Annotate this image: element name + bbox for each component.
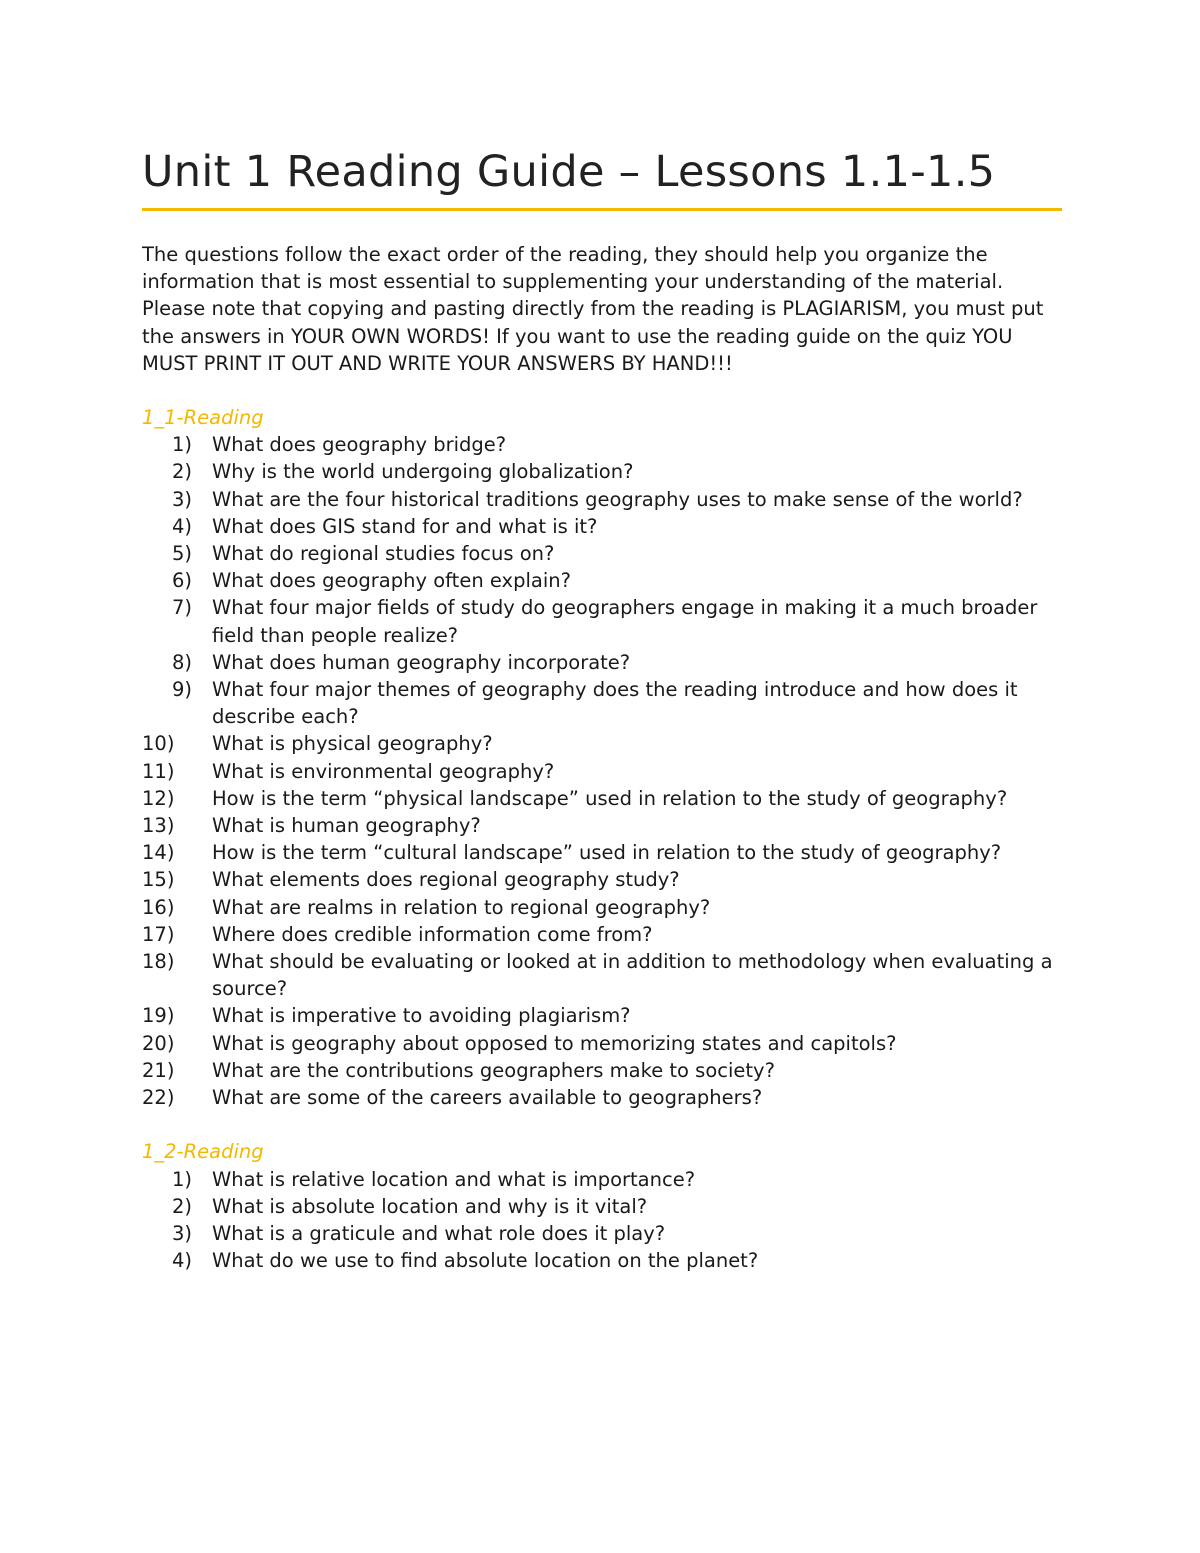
question-number: 10) [142, 732, 175, 756]
question-number: 11) [142, 759, 175, 783]
question-list [142, 1166, 1062, 1275]
question-number: 3) [172, 1221, 193, 1245]
section-heading: 1_2-Reading [142, 1140, 264, 1164]
question-number: 9) [172, 678, 193, 702]
question-number: 14) [142, 841, 175, 865]
document-page [142, 142, 1062, 1274]
question-text: What are the four historical traditions geography uses to make sense of the world? [212, 487, 1023, 511]
question-text: What is physical geography? [212, 732, 493, 756]
sections-container [142, 404, 1062, 1274]
question-text: What does human geography incorporate? [212, 650, 631, 674]
question-text: What does GIS stand for and what is it? [212, 514, 598, 538]
question-list [142, 431, 1062, 1111]
document-title: Unit 1 Reading Guide – Lessons 1.1-1.5 [142, 147, 996, 197]
question-item [142, 1193, 1062, 1220]
question-text: What do regional studies focus on? [212, 542, 555, 566]
question-text: How is the term “physical landscape” used in relation to the study of geography? [212, 786, 1008, 810]
question-item [142, 948, 1062, 1002]
question-number: 18) [142, 950, 175, 974]
question-item [142, 921, 1062, 948]
question-item [142, 594, 1062, 648]
question-number: 2) [172, 460, 193, 484]
question-text: What four major fields of study do geographers engage in making it a much broader field than people realize? [212, 596, 1038, 647]
question-item [142, 458, 1062, 485]
question-number: 19) [142, 1004, 175, 1028]
question-number: 3) [172, 487, 193, 511]
question-text: What should be evaluating or looked at in addition to methodology when evaluating a source? [212, 950, 1053, 1001]
question-number: 7) [172, 596, 193, 620]
question-number: 4) [172, 514, 193, 538]
question-number: 17) [142, 922, 175, 946]
question-item [142, 513, 1062, 540]
question-number: 8) [172, 650, 193, 674]
question-item [142, 649, 1062, 676]
question-text: What are some of the careers available to geographers? [212, 1086, 763, 1110]
question-text: What is relative location and what is importance? [212, 1167, 696, 1191]
intro-paragraph: The questions follow the exact order of the reading, they should help you organize the information that is most essential to supplementing your understanding of the material. Please note that copying and pasting directly from the reading is PLAGIARISM, you must put the answers in YOUR OWN WORDS! If you want to use the reading guide on the quiz YOU MUST PRINT IT OUT AND WRITE YOUR ANSWERS BY HAND!!! [142, 243, 1044, 375]
question-item [142, 486, 1062, 513]
question-number: 1) [172, 1167, 193, 1191]
question-text: What is a graticule and what role does it play? [212, 1221, 666, 1245]
question-text: What is human geography? [212, 814, 481, 838]
question-number: 13) [142, 814, 175, 838]
question-text: What four major themes of geography does the reading introduce and how does it describe each? [212, 678, 1018, 729]
question-text: What is geography about opposed to memorizing states and capitols? [212, 1031, 897, 1055]
question-text: What does geography often explain? [212, 569, 571, 593]
question-number: 12) [142, 786, 175, 810]
question-number: 20) [142, 1031, 175, 1055]
question-item [142, 839, 1062, 866]
question-text: Where does credible information come from? [212, 922, 653, 946]
question-text: What is imperative to avoiding plagiarism? [212, 1004, 631, 1028]
question-number: 16) [142, 895, 175, 919]
question-item [142, 1084, 1062, 1111]
question-text: What do we use to find absolute location on the planet? [212, 1249, 759, 1273]
question-number: 2) [172, 1194, 193, 1218]
question-text: What are the contributions geographers make to society? [212, 1058, 775, 1082]
question-item [142, 567, 1062, 594]
question-text: What is environmental geography? [212, 759, 555, 783]
question-number: 5) [172, 542, 193, 566]
question-item [142, 540, 1062, 567]
question-item [142, 1002, 1062, 1029]
question-item [142, 730, 1062, 757]
title-underline [142, 208, 1062, 211]
question-item [142, 758, 1062, 785]
question-item [142, 1247, 1062, 1274]
question-text: What elements does regional geography study? [212, 868, 680, 892]
question-number: 15) [142, 868, 175, 892]
question-number: 1) [172, 433, 193, 457]
question-item [142, 676, 1062, 730]
question-item [142, 785, 1062, 812]
question-text: Why is the world undergoing globalization? [212, 460, 634, 484]
question-text: What are realms in relation to regional geography? [212, 895, 711, 919]
question-text: How is the term “cultural landscape” used in relation to the study of geography? [212, 841, 1002, 865]
question-item [142, 431, 1062, 458]
question-item [142, 1030, 1062, 1057]
question-item [142, 866, 1062, 893]
question-number: 4) [172, 1249, 193, 1273]
question-item [142, 894, 1062, 921]
question-item [142, 812, 1062, 839]
question-item [142, 1220, 1062, 1247]
question-number: 6) [172, 569, 193, 593]
question-number: 22) [142, 1086, 175, 1110]
question-item [142, 1166, 1062, 1193]
question-text: What is absolute location and why is it vital? [212, 1194, 648, 1218]
question-text: What does geography bridge? [212, 433, 507, 457]
section-heading: 1_1-Reading [142, 406, 264, 430]
question-item [142, 1057, 1062, 1084]
question-number: 21) [142, 1058, 175, 1082]
